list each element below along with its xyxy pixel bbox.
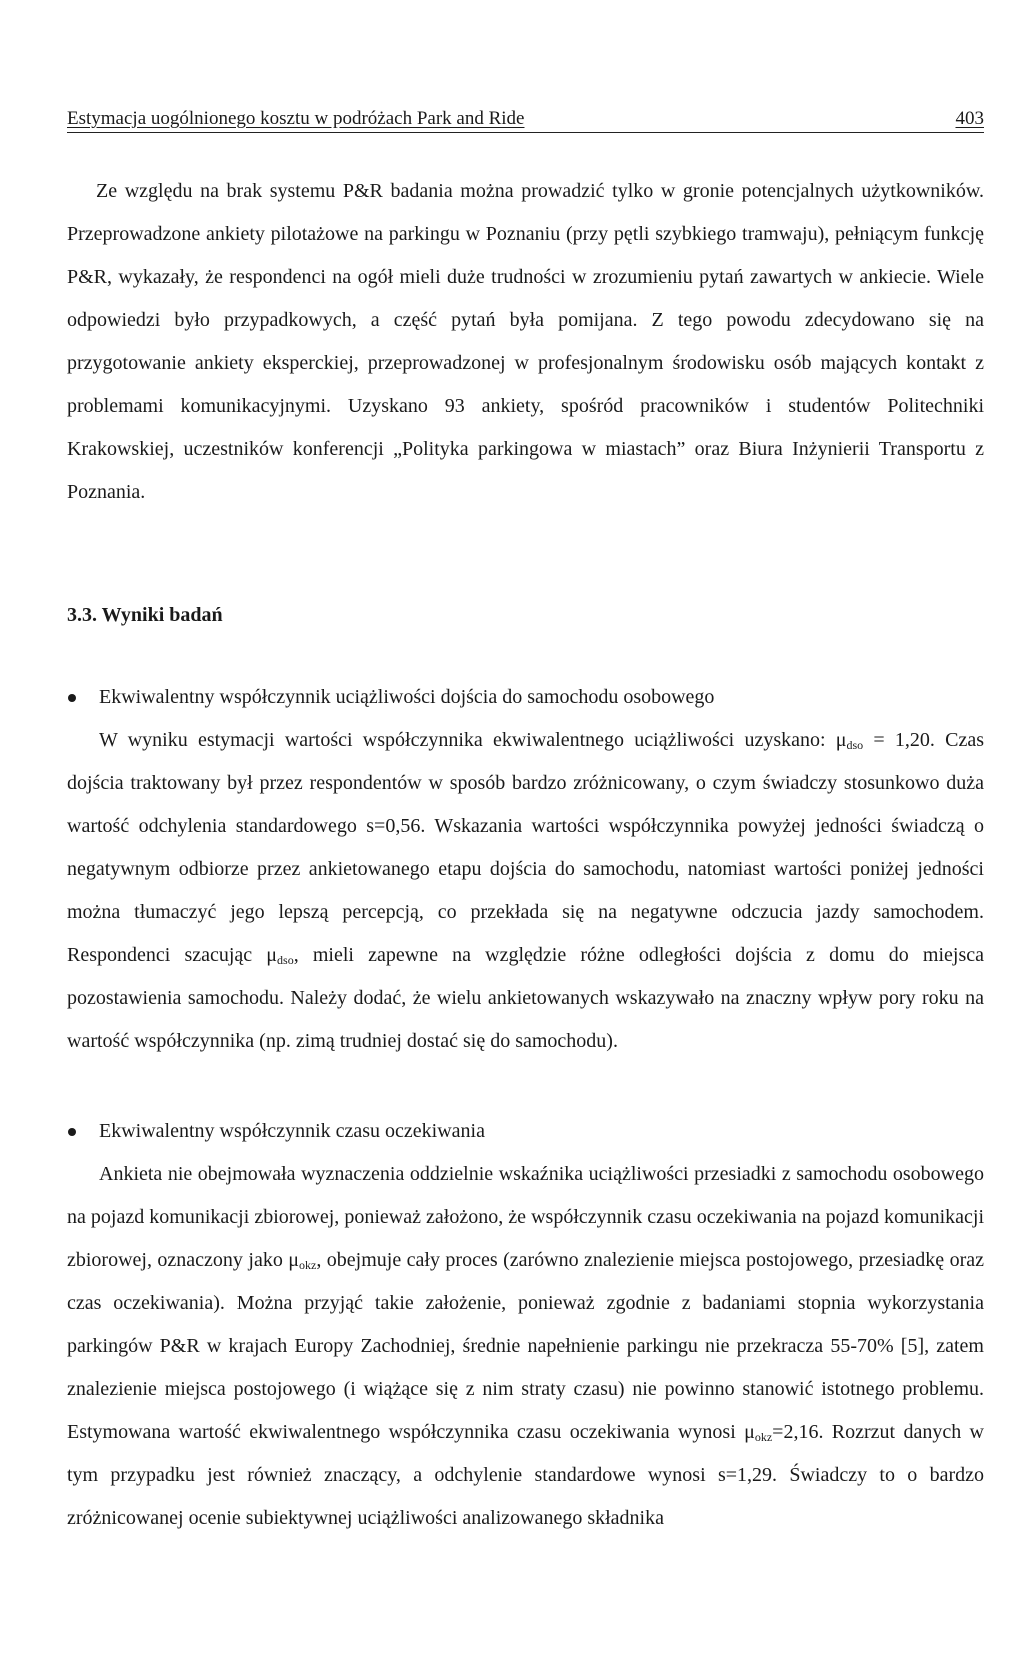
running-title: Estymacja uogólnionego kosztu w podróżach Park and Ride [67, 108, 525, 129]
bullet-title: Ekwiwalentny współczynnik uciążliwości dojścia do samochodu osobowego [99, 686, 715, 708]
text-run: Ankieta nie obejmowała wyznaczenia oddzielnie wskaźnika uciążliwości przesiadki z samochodu osobowego na pojazd komunikacji zbiorowej, ponieważ założono, że współczynnik czasu oczekiwania na pojazd komunikacji zbiorowej, oznaczony jako μ [67, 1163, 984, 1271]
text-run: , obejmuje cały proces (zarówno znalezienie miejsca postojowego, przesiadkę oraz czas oczekiwania). Można przyjąć takie założenie, ponieważ zgodnie z badaniami stopnia wykorzystania parkingów P&R w krajach Europy Zachodniej, średnie napełnienie parkingu nie przekracza 55-70% [5], zatem znalezienie miejsca postojowego (i wiążące się z nim straty czasu) nie powinno stanowić istotnego problemu. Estymowana wartość ekwiwalentnego współczynnika czasu oczekiwania wynosi μ [67, 1249, 984, 1443]
paragraph-walk-coefficient [67, 719, 984, 1063]
page-number: 403 [955, 108, 984, 129]
subscript: okz [299, 1258, 317, 1272]
text-run: =2,16. Rozrzut danych w tym przypadku jest również znaczący, a odchylenie standardowe wynosi s=1,29. Świadczy to o bardzo zróżnicowanej ocenie subiektywnej uciążliwości analizowanego składnika [67, 1421, 984, 1529]
text-run: , mieli zapewne na względzie różne odległości dojścia z domu do miejsca pozostawienia samochodu. Należy dodać, że wielu ankietowanych wskazywało na znaczny wpływ pory roku na wartość współczynnika (np. zimą trudniej dostać się do samochodu). [67, 944, 984, 1052]
text-run: = 1,20. Czas dojścia traktowany był przez respondentów w sposób bardzo zróżnicowany, o czym świadczy stosunkowo duża wartość odchylenia standardowego s=0,56. Wskazania wartości współczynnika powyżej jedności świadczą o negatywnym odbiorze przez ankietowanego etapu dojścia do samochodu, natomiast wartości poniżej jedności można tłumaczyć jego lepszą percepcją, co przekłada się na negatywne odczucia jazdy samochodem. Respondenci szacując μ [67, 729, 984, 966]
subscript: okz [754, 1430, 773, 1444]
bullet-dot-icon [68, 694, 76, 702]
subscript: dso [846, 738, 864, 752]
bullet-title: Ekwiwalentny współczynnik czasu oczekiwania [99, 1120, 485, 1142]
paragraph-wait-coefficient [67, 1153, 984, 1540]
subscript: dso [277, 953, 294, 967]
bullet-dot-icon [68, 1128, 76, 1136]
text-run: W wyniku estymacji wartości współczynnika ekwiwalentnego uciążliwości uzyskano: μ [99, 729, 847, 751]
section-heading: 3.3. Wyniki badań [67, 604, 223, 626]
running-header [67, 106, 984, 133]
paragraph-survey-method: Ze względu na brak systemu P&R badania można prowadzić tylko w gronie potencjalnych użytkowników. Przeprowadzone ankiety pilotażowe na parkingu w Poznaniu (przy pętli szybkiego tramwaju), pełniącym funkcję P&R, wykazały, że respondenci na ogół mieli duże trudności w zrozumieniu pytań zawartych w ankiecie. Wiele odpowiedzi było przypadkowych, a część pytań była pomijana. Z tego powodu zdecydowano się na przygotowanie ankiety eksperckiej, przeprowadzonej w profesjonalnym środowisku osób mających kontakt z problemami komunikacyjnymi. Uzyskano 93 ankiety, spośród pracowników i studentów Politechniki Krakowskiej, uczestników konferencji „Polityka parkingowa w miastach” oraz Biura Inżynierii Transportu z Poznania. [67, 180, 984, 503]
